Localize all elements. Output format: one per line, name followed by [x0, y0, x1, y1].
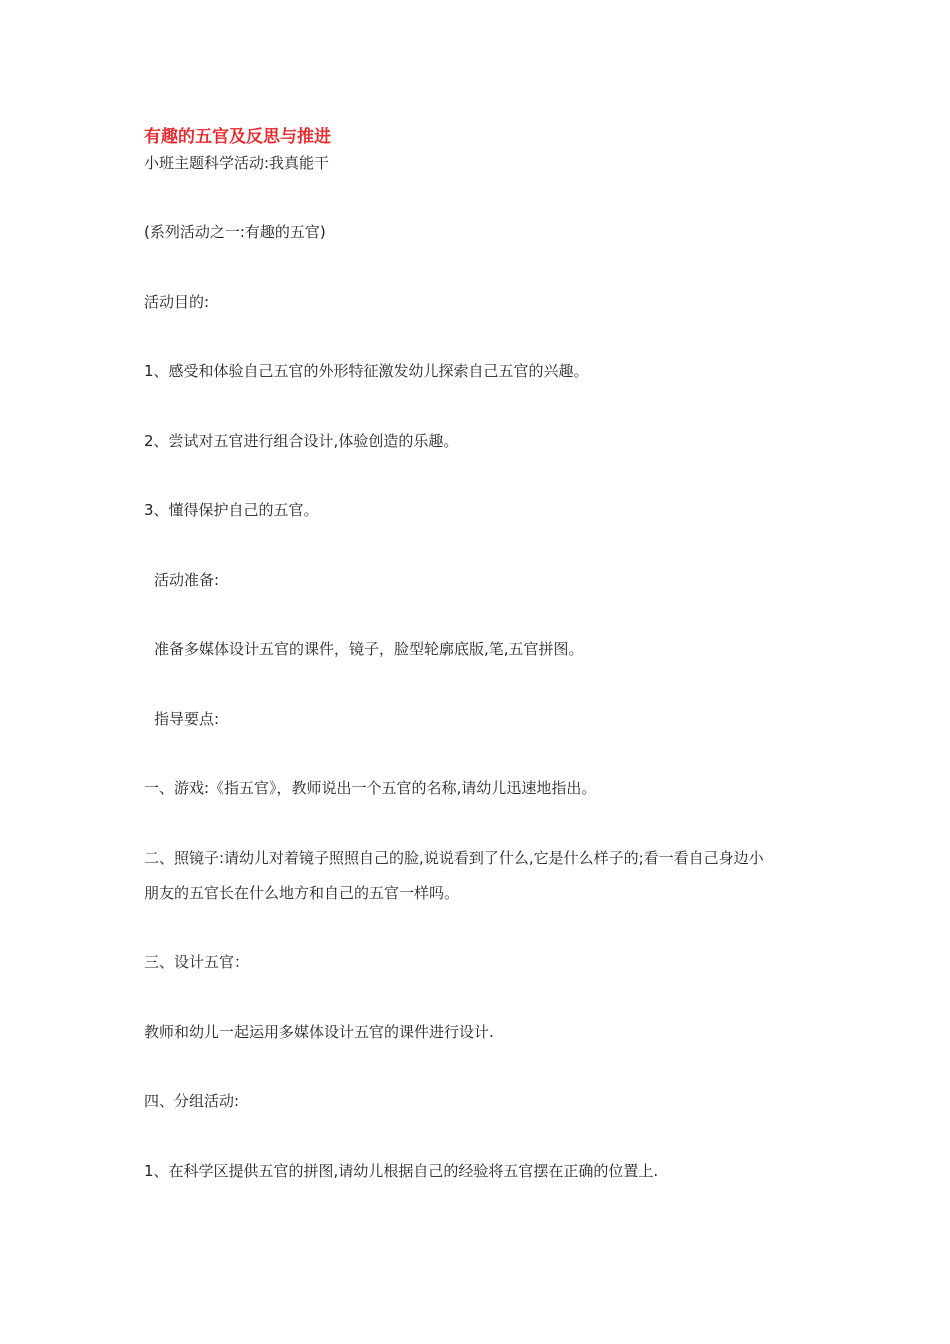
guidance-step-2-line-2: 朋友的五官长在什么地方和自己的五官一样吗。 — [144, 884, 460, 902]
guidance-heading: 指导要点: — [154, 710, 220, 728]
guidance-step-4: 四、分组活动: — [144, 1092, 240, 1110]
preparation-heading: 活动准备: — [154, 571, 220, 589]
guidance-step-4-item-1: 1、在科学区提供五官的拼图,请幼儿根据自己的经验将五官摆在正确的位置上. — [144, 1162, 659, 1180]
goal-item-2: 2、尝试对五官进行组合设计,体验创造的乐趣。 — [144, 432, 459, 450]
guidance-step-1: 一、游戏:《指五官》，教师说出一个五官的名称,请幼儿迅速地指出。 — [144, 779, 597, 797]
goal-item-1: 1、感受和体验自己五官的外形特征激发幼儿探索自己五官的兴趣。 — [144, 362, 589, 380]
goal-item-3: 3、懂得保护自己的五官。 — [144, 501, 319, 519]
guidance-step-3-text: 教师和幼儿一起运用多媒体设计五官的课件进行设计. — [144, 1023, 494, 1041]
document-title: 有趣的五官及反思与推进 — [144, 127, 331, 147]
document-subtitle: 小班主题科学活动:我真能干 — [144, 154, 330, 172]
goals-heading: 活动目的: — [144, 293, 210, 311]
guidance-step-2-line-1: 二、照镜子:请幼儿对着镜子照照自己的脸,说说看到了什么,它是什么样子的;看一看自己身边小 — [144, 849, 764, 867]
preparation-text: 准备多媒体设计五官的课件，镜子，脸型轮廓底版,笔,五官拼图。 — [154, 640, 584, 658]
guidance-step-3: 三、设计五官： — [144, 953, 250, 971]
series-note: (系列活动之一:有趣的五官) — [144, 223, 326, 241]
